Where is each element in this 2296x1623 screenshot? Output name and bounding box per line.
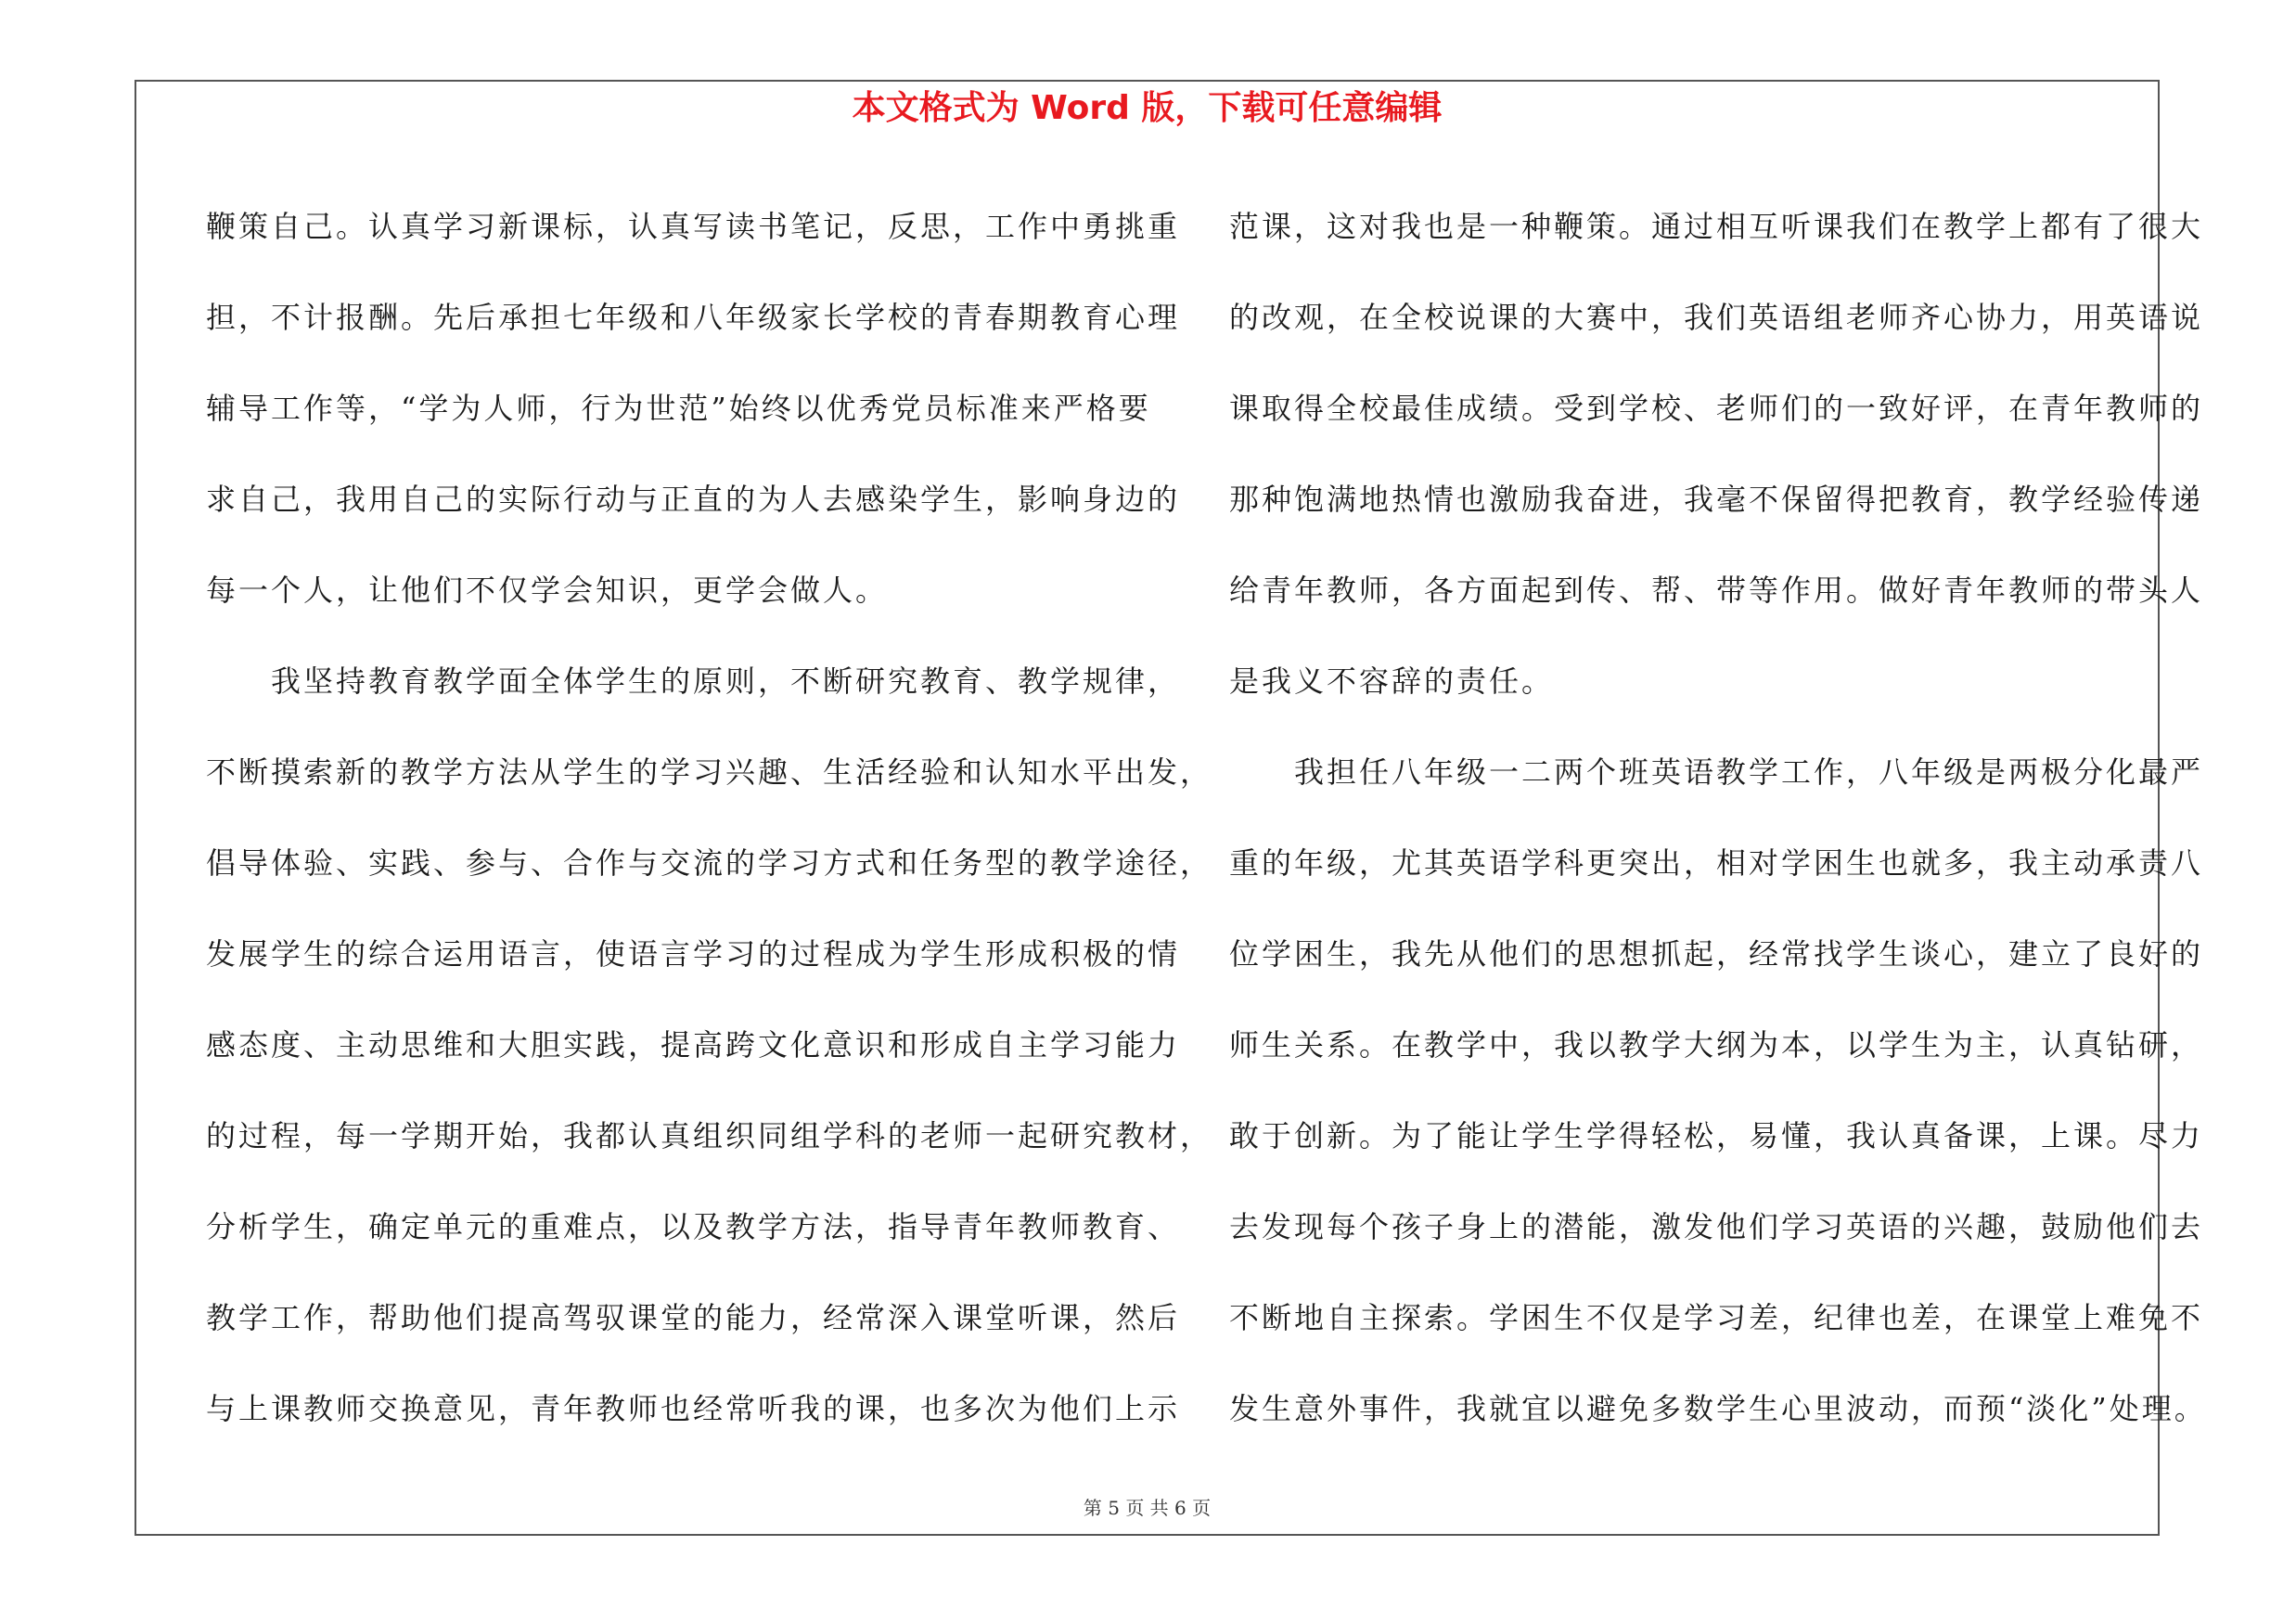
text-line: 是我义不容辞的责任。 [1229, 663, 1555, 699]
text-line: 重的年级，尤其英语学科更突出，相对学困生也就多，我主动承责八 [1229, 845, 2204, 881]
word-format-banner: 本文格式为 Word 版，下载可任意编辑 [852, 89, 1443, 127]
text-line: 我担任八年级一二两个班英语教学工作，八年级是两极分化最严 [1229, 754, 2204, 790]
text-line: 位学困生，我先从他们的思想抓起，经常找学生谈心，建立了良好的 [1229, 936, 2204, 972]
text-line: 求自己，我用自己的实际行动与正直的为人去感染学生，影响身边的 [206, 482, 1181, 517]
text-line: 辅导工作等，“学为人师，行为世范”始终以优秀党员标准来严格要 [206, 391, 1151, 426]
right-text-column [1229, 181, 2207, 1454]
text-line: 发展学生的综合运用语言，使语言学习的过程成为学生形成积极的情 [206, 936, 1181, 972]
text-line: 不断摸索新的教学方法从学生的学习兴趣、生活经验和认知水平出发， [206, 754, 1213, 790]
text-line: 与上课教师交换意见，青年教师也经常听我的课，也多次为他们上示 [206, 1391, 1181, 1426]
text-line: 的过程，每一学期开始，我都认真组织同组学科的老师一起研究教材， [206, 1118, 1213, 1153]
text-line: 课取得全校最佳成绩。受到学校、老师们的一致好评，在青年教师的 [1229, 391, 2204, 426]
left-text-column [206, 181, 1213, 1454]
text-line: 敢于创新。为了能让学生学得轻松，易懂，我认真备课，上课。尽力 [1229, 1118, 2204, 1153]
text-line: 我坚持教育教学面全体学生的原则，不断研究教育、教学规律， [206, 663, 1181, 699]
text-line: 每一个人，让他们不仅学会知识，更学会做人。 [206, 573, 889, 608]
text-line: 范课，这对我也是一种鞭策。通过相互听课我们在教学上都有了很大 [1229, 209, 2204, 244]
page-number-footer: 第 5 页 共 6 页 [1083, 1497, 1212, 1519]
text-line: 分析学生，确定单元的重难点，以及教学方法，指导青年教师教育、 [206, 1209, 1181, 1244]
text-line: 教学工作，帮助他们提高驾驭课堂的能力，经常深入课堂听课，然后 [206, 1300, 1181, 1335]
text-line: 不断地自主探索。学困生不仅是学习差，纪律也差，在课堂上难免不 [1229, 1300, 2204, 1335]
text-line: 感态度、主动思维和大胆实践，提高跨文化意识和形成自主学习能力 [206, 1027, 1181, 1063]
text-line: 师生关系。在教学中，我以教学大纲为本，以学生为主，认真钻研， [1229, 1027, 2204, 1063]
text-line: 的改观，在全校说课的大赛中，我们英语组老师齐心协力，用英语说 [1229, 300, 2204, 335]
text-line: 担，不计报酬。先后承担七年级和八年级家长学校的青春期教育心理 [206, 300, 1181, 335]
text-line: 那种饱满地热情也激励我奋进，我毫不保留得把教育，教学经验传递 [1229, 482, 2204, 517]
text-line: 鞭策自己。认真学习新课标，认真写读书笔记，反思，工作中勇挑重 [206, 209, 1181, 244]
text-line: 倡导体验、实践、参与、合作与交流的学习方式和任务型的教学途径， [206, 845, 1213, 881]
text-line: 给青年教师，各方面起到传、帮、带等作用。做好青年教师的带头人 [1229, 573, 2204, 608]
text-line: 发生意外事件，我就宜以避免多数学生心里波动，而预“淡化”处理。 [1229, 1391, 2207, 1426]
text-line: 去发现每个孩子身上的潜能，激发他们学习英语的兴趣，鼓励他们去 [1229, 1209, 2204, 1244]
